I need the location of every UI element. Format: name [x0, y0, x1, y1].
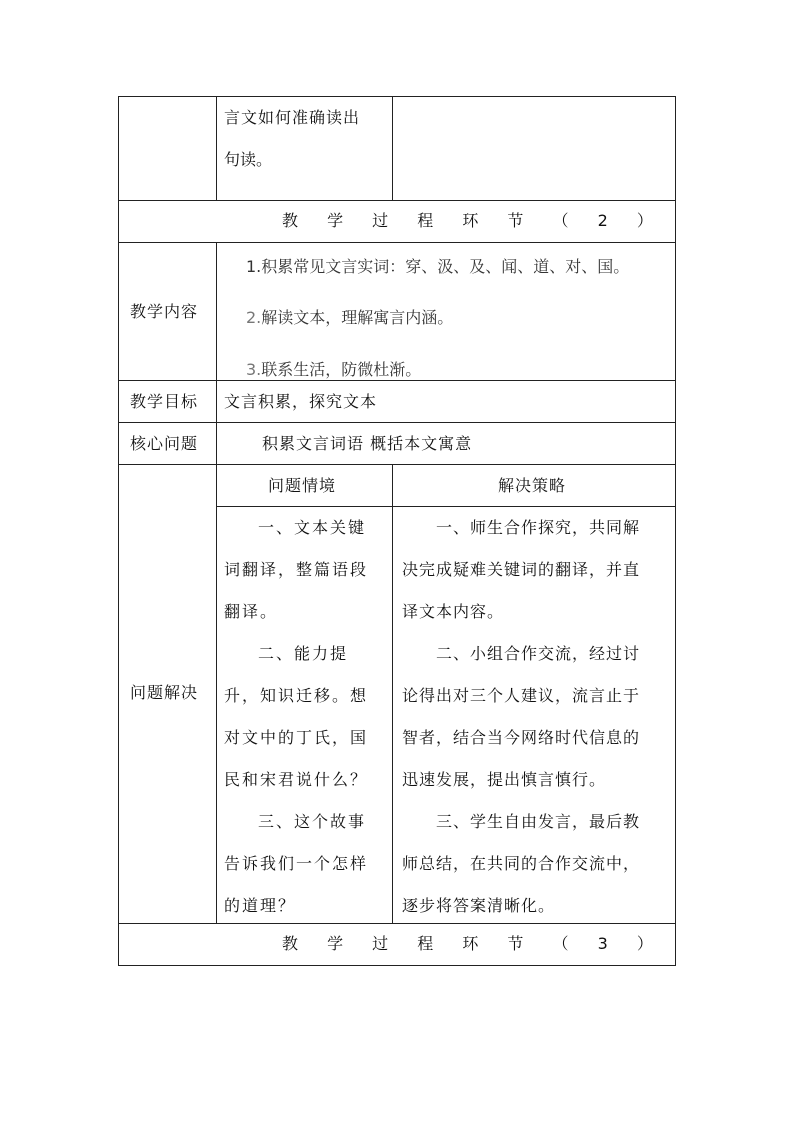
- row-divider: [118, 464, 676, 465]
- table-border-bottom: [118, 965, 676, 966]
- situation-line: 升，知识迁移。想: [224, 686, 369, 705]
- content-label: 教学内容: [130, 302, 199, 321]
- situation-line: 三、这个故事: [258, 812, 367, 831]
- content-item: [246, 257, 629, 277]
- row-divider: [118, 200, 676, 201]
- table-border-right: [675, 96, 676, 966]
- row-divider: [118, 242, 676, 243]
- row-divider: [216, 506, 676, 507]
- lesson-plan-table: [118, 96, 676, 966]
- content-item-number: 2.: [246, 308, 262, 327]
- col-divider: [392, 464, 393, 923]
- situation-line: 民和宋君说什么？: [224, 770, 369, 789]
- section-heading-3: 教 学 过 程 环 节 （ 3 ）: [282, 934, 665, 953]
- strategy-line: 一、师生合作探究，共同解: [436, 518, 641, 537]
- col-divider: [392, 96, 393, 200]
- situation-line: 二、能力提: [258, 644, 349, 663]
- situation-line: 对文中的丁氏，国: [224, 728, 369, 747]
- solve-label: 问题解决: [130, 683, 199, 702]
- situation-line: 翻译。: [224, 602, 279, 621]
- situation-line: 的道理？: [224, 896, 297, 915]
- situation-line: 告诉我们一个怎样: [224, 854, 369, 873]
- strategy-line: 逐步将答案清晰化。: [402, 896, 556, 915]
- table-border-left: [118, 96, 119, 966]
- strategy-line: 二、小组合作交流，经过讨: [436, 644, 641, 663]
- carry-question-line: 言文如何准确读出: [224, 108, 361, 127]
- core-label: 核心问题: [130, 434, 199, 453]
- col-divider: [216, 96, 217, 200]
- strategy-line: 论得出对三个人建议，流言止于: [402, 686, 641, 705]
- strategy-line: 三、学生自由发言，最后教: [436, 812, 641, 831]
- core-text: 积累文言词语 概括本文寓意: [262, 434, 473, 453]
- content-item-text: 联系生活，防微杜渐。: [261, 360, 422, 379]
- carry-question-line: 句读。: [224, 150, 273, 169]
- section-heading-2: 教 学 过 程 环 节 （ 2 ）: [282, 211, 665, 230]
- strategy-line: 迅速发展，提出慎言慎行。: [402, 770, 607, 789]
- strategy-line: 译文本内容。: [402, 602, 505, 621]
- content-item-number: 1.: [246, 257, 262, 276]
- content-item: [246, 308, 453, 328]
- content-item-text: 积累常见文言实词：穿、汲、及、闻、道、对、国。: [261, 257, 630, 276]
- goal-text: 文言积累，探究文本: [224, 392, 378, 411]
- content-item-text: 解读文本，理解寓言内涵。: [261, 308, 454, 327]
- row-divider: [118, 923, 676, 924]
- col-divider: [216, 242, 217, 923]
- goal-label: 教学目标: [130, 392, 199, 411]
- row-divider: [118, 380, 676, 381]
- strategy-line: 决完成疑难关键词的翻译，并直: [402, 560, 641, 579]
- situation-line: 词翻译，整篇语段: [224, 560, 369, 579]
- row-divider: [118, 422, 676, 423]
- col-header-strategy: 解决策略: [498, 476, 567, 495]
- situation-line: 一、文本关键: [258, 518, 367, 537]
- strategy-line: 智者，结合当今网络时代信息的: [402, 728, 641, 747]
- content-item: [246, 360, 421, 380]
- content-item-number: 3.: [246, 360, 262, 379]
- strategy-line: 师总结，在共同的合作交流中，: [402, 854, 641, 873]
- col-header-situation: 问题情境: [268, 476, 337, 495]
- table-border-top: [118, 96, 676, 97]
